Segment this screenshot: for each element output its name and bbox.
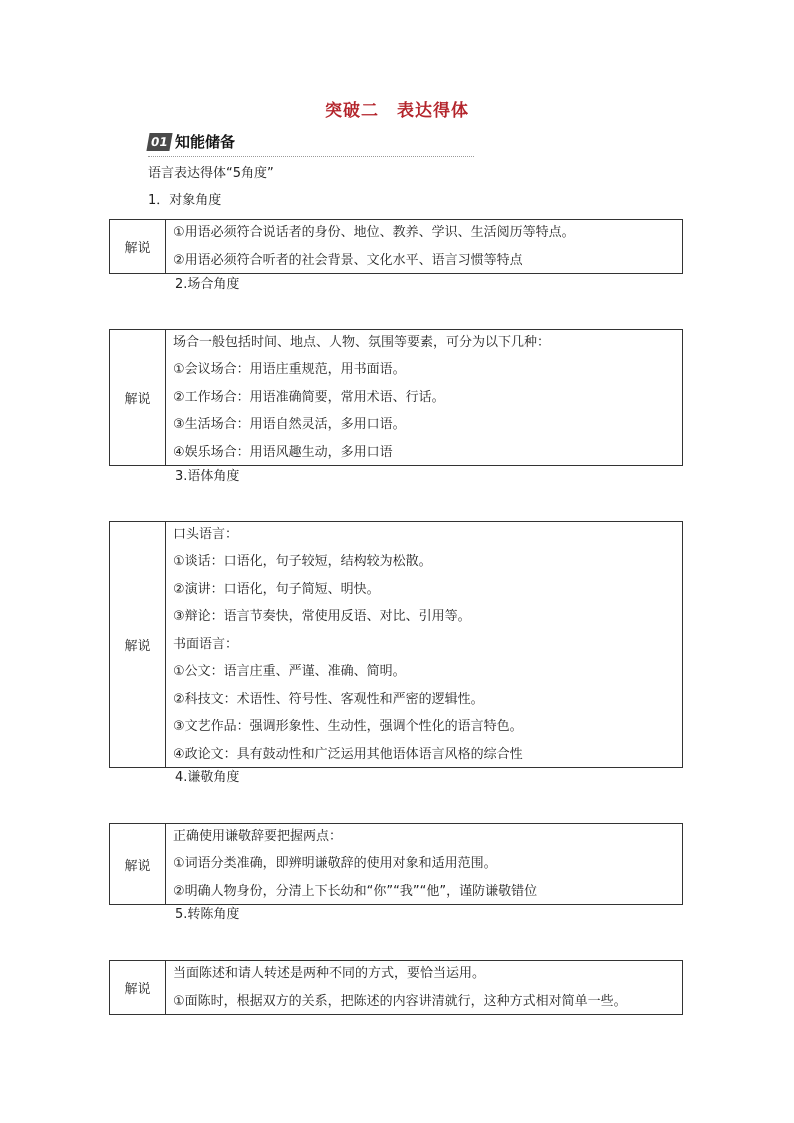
explanation-content — [166, 522, 682, 767]
explanation-row: ②明确人物身份，分清上下长幼和“你”“我”“他”，谨防谦敬错位 — [173, 883, 538, 899]
explanation-row: ④娱乐场合：用语风趣生动，多用口语 — [173, 444, 393, 460]
explanation-content — [166, 824, 682, 904]
explanation-label: 解说 — [110, 522, 166, 767]
explanation-row: ①会议场合：用语庄重规范，用书面语。 — [173, 362, 406, 378]
explanation-row: ③辩论：语言节奏快，常使用反语、对比、引用等。 — [173, 609, 471, 625]
banner-text: 知能储备 — [175, 133, 236, 151]
explanation-label: 解说 — [110, 961, 166, 1014]
explanation-label: 解说 — [110, 220, 166, 273]
explanation-table — [109, 960, 683, 1015]
explanation-row: ②用语必须符合听者的社会背景、文化水平、语言习惯等特点 — [173, 252, 523, 268]
explanation-content — [166, 961, 682, 1014]
section-heading: 2.场合角度 — [175, 277, 240, 292]
explanation-row: ④政论文：具有鼓动性和广泛运用其他语体语言风格的综合性 — [173, 746, 523, 762]
page-title: 突破二 表达得体 — [325, 101, 469, 121]
explanation-row: ③文艺作品：强调形象性、生动性，强调个性化的语言特色。 — [173, 719, 523, 735]
explanation-row: 书面语言： — [173, 636, 239, 652]
section-heading: 1．对象角度 — [148, 193, 222, 208]
section-heading: 4.谦敬角度 — [175, 770, 240, 785]
section-heading: 3.语体角度 — [175, 469, 240, 484]
explanation-row: ①公文：语言庄重、严谨、准确、简明。 — [173, 664, 406, 680]
explanation-table — [109, 521, 683, 768]
explanation-row: ②工作场合：用语准确简要，常用术语、行话。 — [173, 389, 445, 405]
explanation-row: ①面陈时，根据双方的关系，把陈述的内容讲清就行，这种方式相对简单一些。 — [173, 993, 627, 1009]
explanation-row: ②演讲：口语化，句子简短、明快。 — [173, 581, 380, 597]
explanation-row: 场合一般包括时间、地点、人物、氛围等要素，可分为以下几种： — [173, 334, 551, 350]
explanation-row: ①谈话：口语化，句子较短，结构较为松散。 — [173, 554, 432, 570]
explanation-row: ②科技文：术语性、符号性、客观性和严密的逻辑性。 — [173, 691, 484, 707]
explanation-row: ③生活场合：用语自然灵活，多用口语。 — [173, 417, 406, 433]
explanation-label: 解说 — [110, 330, 166, 465]
intro-text: 语言表达得体“5角度” — [148, 166, 274, 181]
explanation-content — [166, 330, 682, 465]
section-heading: 5.转陈角度 — [175, 907, 240, 922]
section-banner — [148, 130, 474, 157]
explanation-row: 口头语言： — [173, 526, 239, 542]
explanation-row: 正确使用谦敬辞要把握两点： — [173, 828, 343, 844]
explanation-row: 当面陈述和请人转述是两种不同的方式，要恰当运用。 — [173, 966, 486, 981]
explanation-content — [166, 220, 682, 273]
explanation-table — [109, 823, 683, 905]
explanation-row: ①用语必须符合说话者的身份、地位、教养、学识、生活阅历等特点。 — [173, 225, 575, 240]
explanation-row: ①词语分类准确，即辨明谦敬辞的使用对象和适用范围。 — [173, 856, 497, 872]
explanation-label: 解说 — [110, 824, 166, 904]
explanation-table — [109, 219, 683, 274]
banner-number: 01 — [146, 133, 172, 151]
explanation-table — [109, 329, 683, 466]
